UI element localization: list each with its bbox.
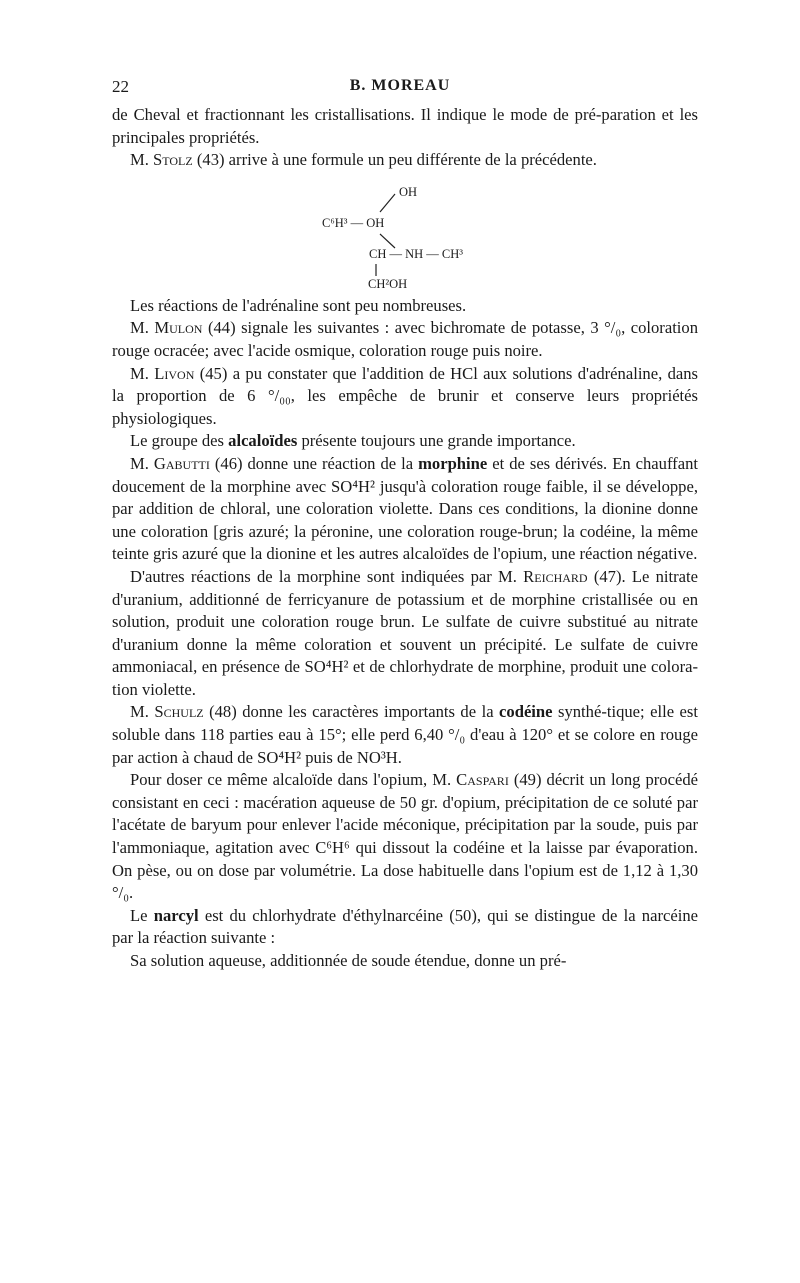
paragraph-9 — [112, 701, 698, 769]
paragraph-12: Sa solution aqueuse, additionnée de soude étendue, donne un pré- — [130, 951, 567, 970]
paragraph-5 — [112, 363, 698, 431]
paragraph-text: Pour doser ce même alcaloïde dans l'opium, — [130, 770, 428, 790]
keyword: alcaloïdes — [228, 431, 298, 451]
author-name: M. Livon — [130, 363, 195, 383]
paragraph-text: Le groupe des — [130, 431, 224, 451]
author-name: M. Reichard — [498, 566, 588, 586]
paragraph-10 — [112, 769, 698, 905]
author-name: M. Mulon — [130, 318, 203, 338]
author-name: M. Stolz — [130, 150, 193, 170]
paragraph-1: de Cheval et fractionnant les cristallisations. Il indique le mode de pré-paration et les principales propriétés. — [112, 105, 698, 147]
paragraph-2 — [112, 149, 698, 172]
formula-bottom: CH²OH — [368, 276, 408, 291]
paragraph-text: (45) a pu constater que l'addition de HCl aux solutions d'adrénaline, dans la proportion de 6 °/₀₀, les empêche de brunir et conserve leurs propriétés physiologiques. — [112, 363, 698, 428]
paragraph-8 — [112, 566, 698, 702]
paragraph-text: (48) donne les caractères importants de la — [209, 702, 494, 722]
paragraph-text: synthé-tique; elle est soluble dans 118 parties eau à 15°; elle perd 6,40 °/₀ d'eau à 120° et se colore en rouge par action à chaud de SO⁴H² puis de NO³H. — [112, 702, 698, 767]
paragraph-text: et de ses dérivés. En chauffant doucement de la morphine avec SO⁴H² jusqu'à coloration rouge faible, il se développe, par addition de chloral, une coloration violette. Dans ces conditions, la dionine donne une coloration [gris azuré; la péronine, une coloration rouge-brun; la codéine, la même teinte gris azuré que la dionine et les autres alcaloïdes de l'opium, une réaction négative. — [112, 453, 698, 564]
paragraph-text: (46) donne une réaction de la — [214, 453, 414, 473]
paragraph-11 — [112, 905, 698, 950]
author-name: M. Caspari — [432, 770, 509, 790]
chemical-formula — [112, 172, 698, 295]
author-name: M. Schulz — [130, 702, 204, 722]
paragraph-4 — [112, 317, 698, 362]
body-text — [112, 104, 698, 973]
formula-ring: C⁶H³ — OH — [322, 215, 385, 230]
paragraph-7 — [112, 453, 698, 566]
paragraph-text: Le — [130, 905, 148, 925]
running-title: B. MOREAU — [349, 77, 451, 94]
paragraph-text: D'autres réactions de la morphine sont indiquées par — [130, 566, 492, 586]
page-number: 22 — [112, 77, 129, 96]
paragraph-text: (44) signale les suivantes : avec bichromate de potasse, 3 °/₀, coloration rouge ocracée; avec l'acide osmique, coloration rouge puis noire. — [112, 318, 699, 360]
keyword: morphine — [418, 453, 488, 473]
paragraph-text: (47). Le nitrate d'uranium, additionné de ferricyanure de potassium et de morphine cristallisée ou en solution, produit une coloration rouge brun. Le sulfate de cuivre substitué au nitrate d'uranium donne la même coloration et souvent un précipité. Le sulfate de cuivre ammoniacal, en présence de SO⁴H² et de chlorhydrate de morphine, produit une colora-tion violette. — [112, 566, 698, 699]
paragraph-text: (43) arrive à une formule un peu différente de la précédente. — [196, 150, 597, 170]
paragraph-text: présente toujours une grande importance. — [301, 431, 576, 451]
paragraph-text: (49) décrit un long procédé consistant en ceci : macération aqueuse de 50 gr. d'opium, précipitation de ce soluté par l'acétate de baryum pour enlever l'acide méconique, précipitation par la soude, puis par l'ammoniaque, agitation avec C⁶H⁶ qui dissout la codéine et la laisse par évaporation. On pèse, ou on dose par volumétrie. La dose habituelle dans l'opium est de 1,12 à 1,30 °/₀. — [112, 770, 698, 903]
paragraph-6 — [112, 430, 698, 453]
paragraph-text: est du chlorhydrate d'éthylnarcéine (50), qui se distingue de la narcéine par la réaction suivante : — [112, 905, 698, 948]
keyword: codéine — [499, 702, 553, 722]
author-name: M. Gabutti — [130, 453, 210, 473]
paragraph-3: Les réactions de l'adrénaline sont peu nombreuses. — [130, 295, 467, 315]
formula-side-chain: CH — NH — CH³ — [369, 246, 464, 261]
formula-oh-top: OH — [399, 184, 418, 199]
keyword: narcyl — [153, 905, 199, 925]
